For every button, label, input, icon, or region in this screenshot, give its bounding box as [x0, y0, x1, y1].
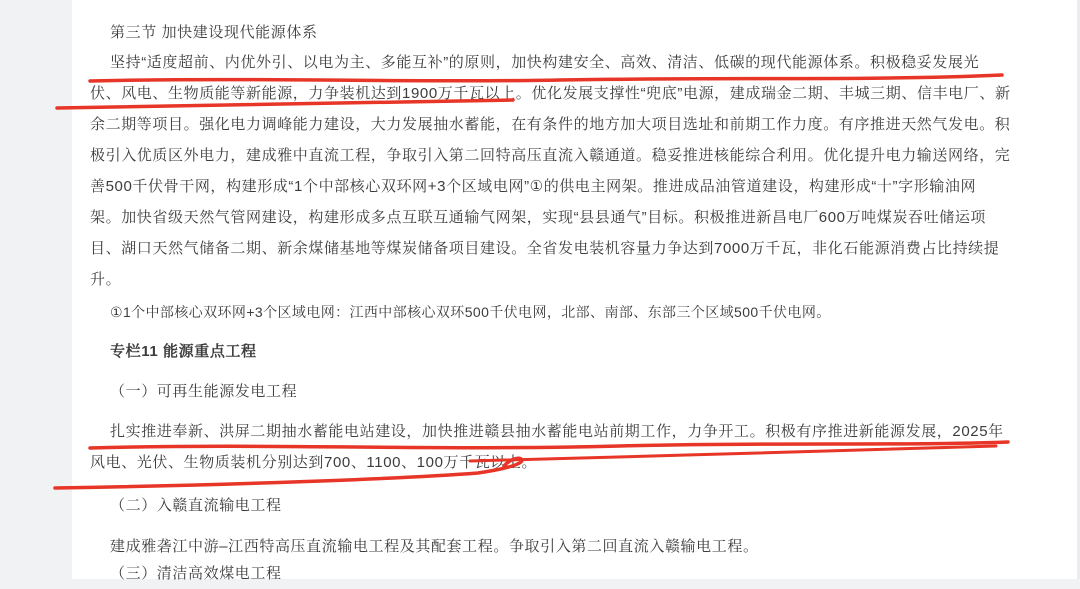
item2-heading-text: （二）入赣直流输电工程: [110, 497, 282, 514]
item2-heading: [90, 490, 1067, 521]
paragraph-line: 架。加快省级天然气管网建设，构建形成多点互联互通输气网架，实现“县县通气”目标。积极推进新昌电厂600万吨煤炭吞吐储运项: [90, 209, 987, 226]
paragraph-energy-system: [90, 47, 1067, 295]
paragraph-line: 极引入优质区外电力，建成雅中直流工程，争取引入第二回特高压直流入赣通道。稳妥推进核能综合利用。优化提升电力输送网络，完: [90, 147, 1011, 164]
box-heading-text: 专栏11 能源重点工程: [110, 343, 257, 360]
paragraph-line: 风电、光伏、生物质装机分别达到700、1100、100万千瓦以上。: [90, 454, 538, 471]
paragraph-line: 善500千伏骨干网，构建形成“1个中部核心双环网+3个区域电网”①的供电主网架。推进成品油管道建设，构建形成“十”字形输油网: [90, 178, 977, 195]
item1-heading-text: （一）可再生能源发电工程: [110, 383, 298, 400]
section-heading-text: 第三节 加快建设现代能源体系: [110, 24, 318, 41]
section-heading: [90, 17, 1067, 48]
paragraph-line: 升。: [90, 271, 122, 288]
paragraph-line: 目、湖口天然气储备二期、新余煤储基地等煤炭储备项目建设。全省发电装机容量力争达到7000万千瓦，非化石能源消费占比持续提: [90, 240, 1000, 257]
item3-heading: [90, 558, 1067, 589]
document-page: [72, 0, 1077, 582]
paragraph-line: 扎实推进奉新、洪屏二期抽水蓄能电站建设，加快推进赣县抽水蓄能电站前期工作，力争开工。积极有序推进新能源发展，2025年: [110, 423, 1004, 440]
item3-heading-text: （三）清洁高效煤电工程: [110, 565, 282, 582]
item1-heading: [90, 376, 1067, 407]
paragraph-renewable: [90, 416, 1067, 478]
paragraph-line: 坚持“适度超前、内优外引、以电为主、多能互补”的原则，加快构建安全、高效、清洁、低碳的现代能源体系。积极稳妥发展光: [110, 54, 980, 71]
paragraph-line: 建成雅砻江中游–江西特高压直流输电工程及其配套工程。争取引入第二回直流入赣输电工程。: [110, 538, 759, 555]
box-heading: [90, 336, 1067, 367]
paragraph-line: 伏、风电、生物质能等新能源，力争装机达到1900万千瓦以上。优化发展支撑性“兜底”电源，建成瑞金二期、丰城三期、信丰电厂、新: [90, 85, 1011, 102]
footnote: [90, 297, 1067, 328]
paragraph-line: 余二期等项目。强化电力调峰能力建设，大力发展抽水蓄能，在有条件的地方加大项目选址和前期工作力度。有序推进天然气发电。积: [90, 116, 1011, 133]
footnote-text: ①1个中部核心双环网+3个区域电网：江西中部核心双环500千伏电网，北部、南部、东部三个区域500千伏电网。: [110, 304, 831, 320]
